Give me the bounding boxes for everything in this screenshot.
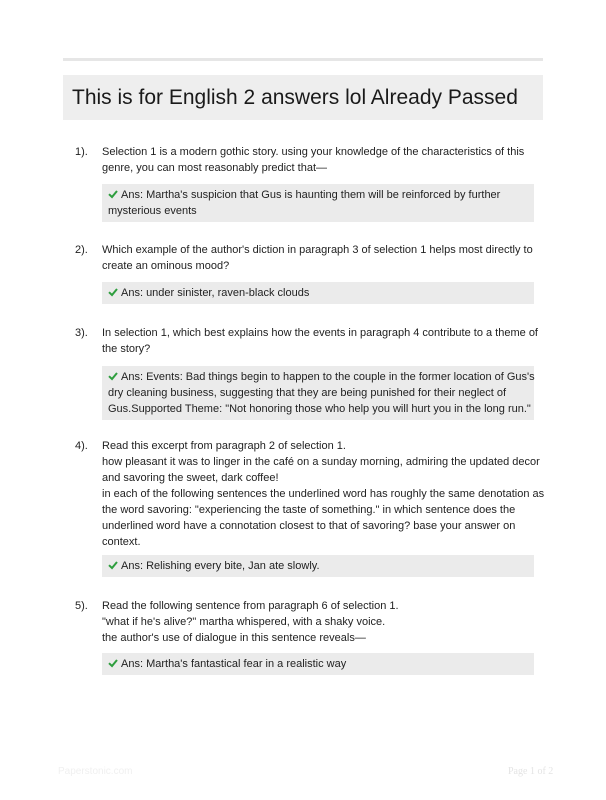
answer-line bbox=[108, 656, 528, 672]
question-text bbox=[102, 598, 542, 646]
question-line: in each of the following sentences the underlined word has roughly the same denotation as bbox=[102, 488, 545, 500]
question-line: the story? bbox=[102, 343, 151, 355]
question-line: underlined word have a connotation closest to that of savoring? base your answer on bbox=[102, 520, 516, 532]
answer-line bbox=[108, 187, 528, 203]
question-line: Read this excerpt from paragraph 2 of selection 1. bbox=[102, 440, 346, 452]
answer-text: Ans: Martha's fantastical fear in a realistic way bbox=[121, 658, 347, 670]
question-line: Which example of the author's diction in paragraph 3 of selection 1 helps most directly to bbox=[102, 244, 533, 256]
answer-line bbox=[108, 558, 528, 574]
question-number: 5). bbox=[75, 600, 88, 612]
answer-text: Ans: Events: Bad things begin to happen to the couple in the former location of Gus's bbox=[121, 371, 535, 383]
question-text bbox=[102, 325, 542, 357]
title-banner bbox=[63, 75, 543, 120]
answer-line: dry cleaning business, suggesting that they are being punished for their neglect of bbox=[108, 387, 507, 399]
question-line: context. bbox=[102, 536, 141, 548]
question-line: In selection 1, which best explains how the events in paragraph 4 contribute to a theme of bbox=[102, 327, 538, 339]
question-number: 1). bbox=[75, 146, 88, 158]
question-number: 4). bbox=[75, 440, 88, 452]
question-line: the author's use of dialogue in this sentence reveals— bbox=[102, 632, 366, 644]
answer-box bbox=[102, 184, 534, 222]
check-icon bbox=[108, 371, 118, 381]
question-line: how pleasant it was to linger in the café on a sunday morning, admiring the updated decor bbox=[102, 456, 540, 468]
page-title: This is for English 2 answers lol Already Passed bbox=[72, 86, 518, 109]
question-number: 3). bbox=[75, 327, 88, 339]
question-text bbox=[102, 144, 542, 176]
question-line: and savoring the sweet, dark coffee! bbox=[102, 472, 279, 484]
check-icon bbox=[108, 658, 118, 668]
page-number: Page 1 of 2 bbox=[508, 766, 554, 777]
question-line: the word savoring: "experiencing the taste of something." in which sentence does the bbox=[102, 504, 516, 516]
question-line: Selection 1 is a modern gothic story. using your knowledge of the characteristics of this bbox=[102, 146, 525, 158]
answer-text: Ans: Martha's suspicion that Gus is haunting them will be reinforced by further bbox=[121, 189, 501, 201]
check-icon bbox=[108, 189, 118, 199]
question-line: Read the following sentence from paragraph 6 of selection 1. bbox=[102, 600, 399, 612]
question-line: genre, you can most reasonably predict that— bbox=[102, 162, 328, 174]
answer-text: Ans: under sinister, raven-black clouds bbox=[121, 287, 310, 299]
answer-text: Ans: Relishing every bite, Jan ate slowly. bbox=[121, 560, 320, 572]
answer-line bbox=[108, 369, 535, 385]
answer-line bbox=[108, 285, 528, 301]
answer-box bbox=[102, 653, 534, 675]
answer-box bbox=[102, 555, 534, 577]
check-icon bbox=[108, 287, 118, 297]
footer-watermark: Paperstonic.com bbox=[58, 766, 133, 777]
question-line: "what if he's alive?" martha whispered, with a shaky voice. bbox=[102, 616, 386, 628]
top-divider bbox=[63, 58, 543, 61]
answer-box bbox=[102, 366, 534, 420]
question-text bbox=[102, 242, 542, 274]
question-number: 2). bbox=[75, 244, 88, 256]
answer-box bbox=[102, 282, 534, 304]
answer-line: Gus.Supported Theme: "Not honoring those who help you will hurt you in the long run." bbox=[108, 403, 531, 415]
question-text bbox=[102, 438, 545, 550]
check-icon bbox=[108, 560, 118, 570]
question-line: create an ominous mood? bbox=[102, 260, 230, 272]
answer-line: mysterious events bbox=[108, 205, 197, 217]
